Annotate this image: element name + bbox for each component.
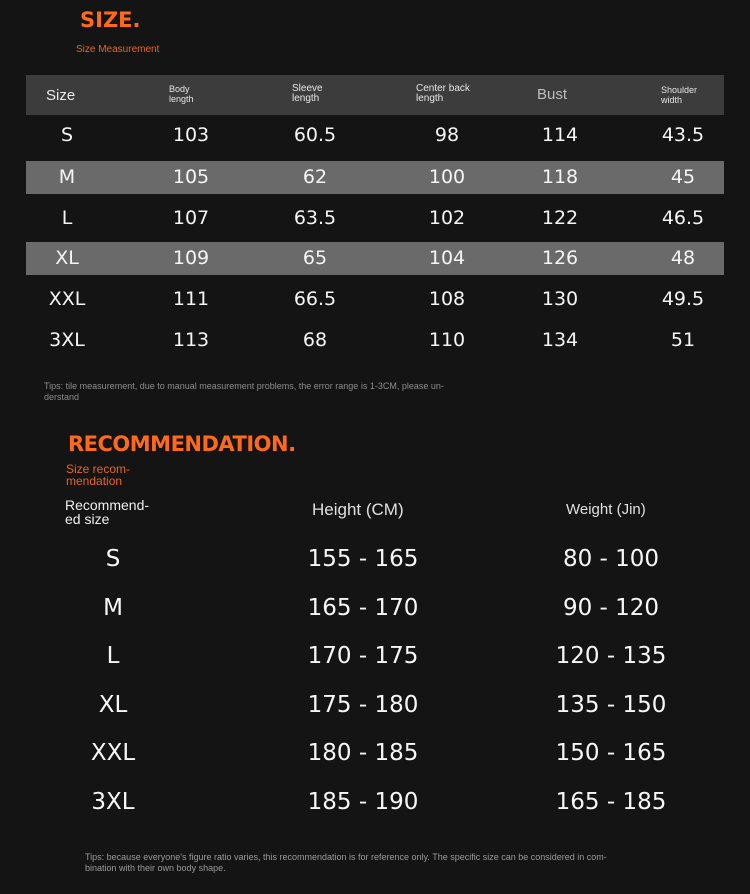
- cell-shoulder-width: 43.5: [661, 124, 705, 146]
- recommendation-section-title: RECOMMENDATION.: [68, 432, 296, 456]
- cell-height-range: 165 - 170: [307, 595, 419, 621]
- cell-body-length: 105: [172, 166, 210, 188]
- size-section-title: SIZE.: [80, 8, 141, 32]
- table-row: [26, 283, 724, 316]
- cell-shoulder-width: 46.5: [661, 207, 705, 229]
- cell-height-range: 170 - 175: [307, 643, 419, 669]
- cell-size: XL: [55, 247, 79, 269]
- cell-size: S: [60, 124, 74, 146]
- table-row: [0, 641, 750, 671]
- cell-height-range: 155 - 165: [307, 546, 419, 572]
- header-recommended-size-line1: Recommend-: [65, 497, 150, 513]
- cell-center-back-length: 98: [434, 124, 460, 146]
- cell-body-length: 113: [172, 329, 210, 351]
- recommendation-subtitle-line2: mendation: [66, 474, 123, 488]
- cell-center-back-length: 110: [428, 329, 466, 351]
- header-weight: Weight (Jin): [566, 501, 646, 518]
- cell-shoulder-width: 51: [670, 329, 696, 351]
- cell-body-length: 109: [172, 247, 210, 269]
- cell-sleeve-length: 65: [302, 247, 328, 269]
- table-row: [26, 119, 724, 152]
- cell-shoulder-width: 49.5: [661, 288, 705, 310]
- table-row: [26, 242, 724, 275]
- table-row: [0, 593, 750, 623]
- table-row: [26, 202, 724, 235]
- cell-weight-range: 150 - 165: [555, 740, 667, 766]
- cell-weight-range: 80 - 100: [562, 546, 660, 572]
- measurement-tips-line1: Tips: tile measurement, due to manual measurement problems, the error range is 1-3CM, please un-: [44, 381, 444, 391]
- cell-weight-range: 135 - 150: [555, 692, 667, 718]
- cell-sleeve-length: 60.5: [293, 124, 337, 146]
- cell-bust: 126: [541, 247, 579, 269]
- table-row: [26, 161, 724, 194]
- header-bust: Bust: [537, 86, 568, 103]
- cell-bust: 134: [541, 329, 579, 351]
- table-row: [0, 544, 750, 574]
- table-row: [0, 690, 750, 720]
- table-row: [26, 324, 724, 357]
- cell-shoulder-width: 45: [670, 166, 696, 188]
- cell-recommended-size: XL: [98, 692, 128, 718]
- cell-center-back-length: 108: [428, 288, 466, 310]
- recommendation-section-subtitle: [66, 463, 161, 487]
- cell-sleeve-length: 66.5: [293, 288, 337, 310]
- header-sleeve-length-line1: Sleeve: [292, 83, 323, 94]
- cell-size: 3XL: [49, 329, 85, 351]
- cell-sleeve-length: 62: [302, 166, 328, 188]
- cell-bust: 122: [541, 207, 579, 229]
- size-section-subtitle: Size Measurement: [76, 44, 160, 55]
- measurement-tips-line2: derstand: [44, 392, 80, 402]
- header-body-length-line2: length: [169, 94, 194, 104]
- cell-size: XXL: [48, 288, 86, 310]
- header-center-back-length: [416, 84, 470, 104]
- cell-height-range: 185 - 190: [307, 789, 419, 815]
- recommendation-tips: [85, 852, 695, 874]
- measurement-tips: [44, 381, 514, 403]
- header-height: Height (CM): [312, 500, 404, 519]
- cell-body-length: 111: [172, 288, 210, 310]
- table-row: [0, 787, 750, 817]
- header-shoulder-line1: Shoulder: [661, 85, 698, 95]
- header-recommended-size: [65, 498, 165, 526]
- cell-bust: 114: [541, 124, 579, 146]
- cell-recommended-size: XXL: [90, 740, 136, 766]
- recommendation-tips-line1: Tips: because everyone's figure ratio varies, this recommendation is for reference only. The specific size can be considered in com-: [85, 852, 607, 862]
- cell-recommended-size: S: [105, 546, 121, 572]
- header-recommended-size-line2: ed size: [65, 511, 110, 527]
- cell-sleeve-length: 68: [302, 329, 328, 351]
- cell-weight-range: 120 - 135: [555, 643, 667, 669]
- table-header-row: [26, 75, 724, 115]
- cell-bust: 130: [541, 288, 579, 310]
- cell-sleeve-length: 63.5: [293, 207, 337, 229]
- header-shoulder-line2: width: [661, 95, 683, 105]
- cell-recommended-size: M: [103, 595, 123, 621]
- cell-weight-range: 90 - 120: [562, 595, 660, 621]
- recommendation-subtitle-line1: Size recom-: [66, 462, 131, 476]
- cell-bust: 118: [541, 166, 579, 188]
- cell-size: L: [61, 207, 73, 229]
- header-body-length: [169, 84, 194, 104]
- cell-center-back-length: 102: [428, 207, 466, 229]
- header-size: Size: [46, 87, 76, 104]
- recommendation-tips-line2: bination with their own body shape.: [85, 863, 226, 873]
- cell-weight-range: 165 - 185: [555, 789, 667, 815]
- header-center-back-line1: Center back: [416, 83, 470, 94]
- cell-center-back-length: 104: [428, 247, 466, 269]
- header-center-back-line2: length: [416, 93, 444, 104]
- cell-body-length: 107: [172, 207, 210, 229]
- cell-height-range: 180 - 185: [307, 740, 419, 766]
- cell-body-length: 103: [172, 124, 210, 146]
- cell-height-range: 175 - 180: [307, 692, 419, 718]
- cell-size: M: [58, 166, 76, 188]
- header-shoulder-width: [661, 85, 697, 105]
- header-body-length-line1: Body: [169, 84, 190, 94]
- header-sleeve-length-line2: length: [292, 93, 320, 104]
- cell-recommended-size: L: [106, 643, 120, 669]
- table-row: [0, 738, 750, 768]
- header-sleeve-length: [292, 84, 323, 104]
- cell-recommended-size: 3XL: [91, 789, 135, 815]
- cell-center-back-length: 100: [428, 166, 466, 188]
- cell-shoulder-width: 48: [670, 247, 696, 269]
